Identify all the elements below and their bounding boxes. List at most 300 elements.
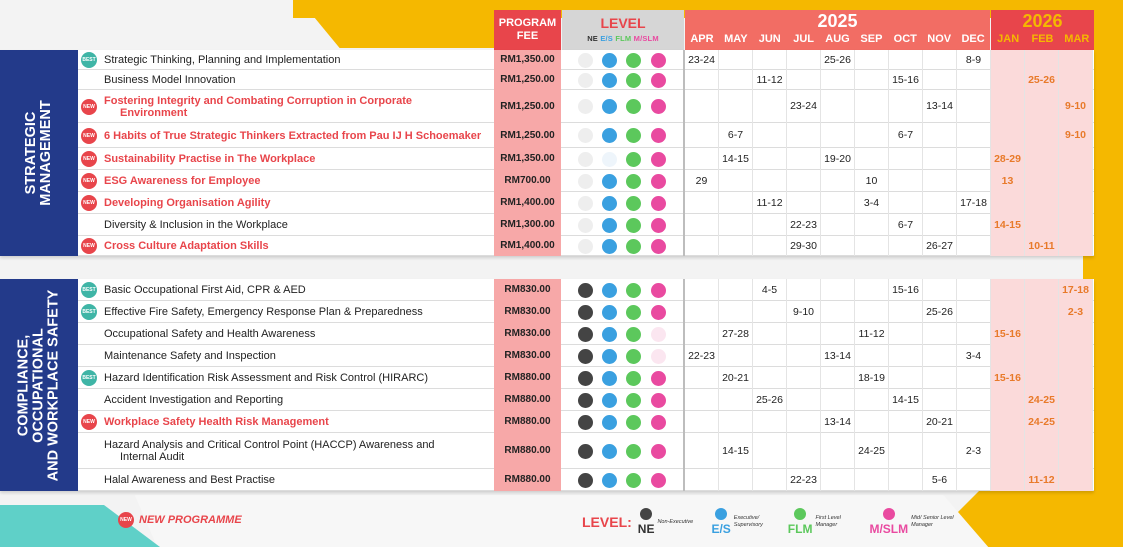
level-dot-mslm	[651, 371, 666, 386]
level-dot-flm	[626, 349, 641, 364]
legend-item-marker	[788, 508, 813, 536]
table-row	[78, 433, 1094, 469]
date-cell	[855, 70, 889, 90]
date-cell: 27-28	[719, 323, 753, 345]
level-header-codes	[562, 34, 684, 43]
date-cell	[719, 236, 753, 256]
date-cell	[753, 323, 787, 345]
program-fee: RM1,250.00	[494, 70, 561, 90]
date-cell	[685, 148, 719, 170]
level-dot-ne	[578, 152, 593, 167]
date-cell	[821, 389, 855, 411]
program-title	[104, 130, 492, 142]
legend-item-marker	[711, 508, 730, 536]
fee-header-line1: PROGRAM	[498, 17, 557, 29]
date-cell	[685, 236, 719, 256]
year-2025-header	[685, 10, 990, 50]
date-cell	[685, 433, 719, 469]
program-title	[104, 306, 492, 318]
date-cell: 29	[685, 170, 719, 192]
date-cell	[719, 50, 753, 70]
level-dot-flm	[626, 239, 641, 254]
date-cell	[889, 367, 923, 389]
level-dot-flm	[626, 305, 641, 320]
date-cell	[1025, 214, 1059, 236]
date-cell: 17-18	[1059, 279, 1093, 301]
date-cell	[821, 214, 855, 236]
date-cell: 3-4	[855, 192, 889, 214]
date-cell	[957, 148, 991, 170]
year-2026-header	[991, 10, 1094, 50]
date-cell	[1025, 279, 1059, 301]
level-dot-flm	[626, 152, 641, 167]
date-cell	[1025, 90, 1059, 123]
month-label: AUG	[825, 33, 850, 45]
date-cell: 13-14	[821, 411, 855, 433]
date-cell: 13-14	[821, 345, 855, 367]
legend-desc: First Level Manager	[815, 515, 841, 528]
date-cell	[753, 214, 787, 236]
date-cell	[1059, 170, 1093, 192]
table-row	[78, 50, 1094, 70]
program-title	[104, 439, 492, 463]
date-cell: 26-27	[923, 236, 957, 256]
date-cell	[889, 192, 923, 214]
level-dot-ne	[578, 283, 593, 298]
level-dot-es	[602, 283, 617, 298]
level-dot-es	[602, 218, 617, 233]
level-dot-mslm	[651, 415, 666, 430]
date-cell	[889, 50, 923, 70]
date-cell	[923, 433, 957, 469]
program-fee: RM1,350.00	[494, 50, 561, 70]
best-seller-badge-icon: BEST	[81, 304, 97, 320]
program-title-text: Developing Organisation Agility	[104, 197, 271, 209]
date-cell	[787, 123, 821, 148]
program-title-text: Effective Fire Safety, Emergency Response Plan & Preparedness	[104, 306, 423, 318]
program-title-text-2: Internal Audit	[120, 451, 185, 463]
new-badge-icon: NEW	[81, 414, 97, 430]
table-row	[78, 170, 1094, 192]
program-title-text: Maintenance Safety and Inspection	[104, 350, 276, 362]
date-cell: 3-4	[957, 345, 991, 367]
date-cell	[1059, 389, 1093, 411]
program-title-text: 6 Habits of True Strategic Thinkers Extracted from Pau IJ H Schoemaker	[104, 129, 482, 142]
level-dot-mslm	[651, 196, 666, 211]
date-cell	[685, 279, 719, 301]
date-cell	[719, 70, 753, 90]
date-cell	[991, 301, 1025, 323]
level-header	[562, 10, 684, 50]
legend-item-ne	[638, 508, 702, 536]
program-title-text: Sustainability Practise in The Workplace	[104, 153, 316, 165]
section-label	[0, 279, 78, 491]
program-fee: RM880.00	[494, 433, 561, 469]
level-dot-flm	[626, 393, 641, 408]
date-cell: 25-26	[821, 50, 855, 70]
program-title	[104, 175, 492, 187]
level-dot-ne	[578, 444, 593, 459]
date-cell	[821, 469, 855, 491]
date-cell: 9-10	[787, 301, 821, 323]
date-cell	[787, 389, 821, 411]
date-cell	[855, 279, 889, 301]
date-cell: 23-24	[787, 90, 821, 123]
date-cell: 15-16	[889, 279, 923, 301]
level-dot-mslm	[651, 327, 666, 342]
date-cell	[1025, 148, 1059, 170]
program-title-text: Hazard Identification Risk Assessment and Risk Control (HIRARC)	[104, 372, 429, 384]
legend-item-flm	[788, 508, 860, 536]
date-cell	[821, 433, 855, 469]
date-cell: 15-16	[991, 367, 1025, 389]
program-title-text: Cross Culture Adaptation Skills	[104, 240, 269, 252]
date-cell	[821, 70, 855, 90]
section-compliance-safety	[0, 279, 1094, 491]
date-cell	[991, 345, 1025, 367]
date-cell	[1025, 345, 1059, 367]
date-cell	[855, 389, 889, 411]
level-dot-flm	[626, 473, 641, 488]
date-cell	[685, 123, 719, 148]
date-cell	[821, 123, 855, 148]
legend-desc: Executive/ Supervisory	[733, 515, 763, 528]
date-cell	[889, 148, 923, 170]
table-row	[78, 123, 1094, 148]
date-cell	[685, 389, 719, 411]
table-row	[78, 90, 1094, 123]
level-dot-mslm	[651, 152, 666, 167]
date-cell	[1059, 236, 1093, 256]
program-fee: RM1,300.00	[494, 214, 561, 236]
program-title	[104, 95, 492, 119]
new-badge-icon: NEW	[81, 128, 97, 144]
new-badge-icon: NEW	[81, 173, 97, 189]
date-cell	[855, 469, 889, 491]
program-title	[104, 284, 492, 296]
program-title-text: Hazard Analysis and Critical Control Point (HACCP) Awareness and	[104, 439, 435, 451]
level-dot-mslm	[651, 349, 666, 364]
date-cell: 20-21	[719, 367, 753, 389]
month-label: JAN	[997, 33, 1020, 45]
date-cell: 2-3	[957, 433, 991, 469]
table-row	[78, 236, 1094, 256]
date-cell	[753, 148, 787, 170]
date-cell	[855, 411, 889, 433]
date-cell	[991, 123, 1025, 148]
level-dot-ne	[578, 196, 593, 211]
program-title	[104, 240, 492, 252]
level-dot-mslm	[651, 128, 666, 143]
month-label: APR	[690, 33, 714, 45]
date-cell: 14-15	[719, 148, 753, 170]
date-cell	[787, 279, 821, 301]
section-strategic-management	[0, 50, 1094, 256]
date-cell	[821, 236, 855, 256]
legend-item-es	[711, 508, 777, 536]
month-label: NOV	[927, 33, 952, 45]
date-cell	[1025, 50, 1059, 70]
level-dot-flm	[626, 53, 641, 68]
date-cell	[685, 192, 719, 214]
date-cell	[821, 170, 855, 192]
table-row	[78, 214, 1094, 236]
date-cell	[855, 236, 889, 256]
date-cell	[753, 170, 787, 192]
program-fee-header	[494, 10, 561, 50]
section-label-line: MANAGEMENT	[38, 100, 54, 206]
level-dot-es	[602, 393, 617, 408]
level-dot-mslm	[651, 305, 666, 320]
legend-dot-mslm	[883, 508, 895, 520]
date-cell	[685, 411, 719, 433]
section-label-line: OCCUPATIONAL	[30, 327, 47, 443]
date-cell: 24-25	[1025, 411, 1059, 433]
level-dot-ne	[578, 174, 593, 189]
level-code-ne: NE	[587, 34, 599, 43]
new-badge-icon: NEW	[81, 99, 97, 115]
program-title	[104, 54, 492, 66]
level-dot-mslm	[651, 393, 666, 408]
date-cell	[923, 70, 957, 90]
level-dot-ne	[578, 327, 593, 342]
legend-dot-ne	[640, 508, 652, 520]
program-title-text: Workplace Safety Health Risk Management	[104, 416, 329, 428]
legend-dot-flm	[794, 508, 806, 520]
date-cell	[1025, 367, 1059, 389]
date-cell	[889, 433, 923, 469]
date-cell: 24-25	[855, 433, 889, 469]
month-label: SEP	[860, 33, 883, 45]
table-row	[78, 345, 1094, 367]
date-cell	[957, 411, 991, 433]
fee-header-line2: FEE	[516, 30, 539, 42]
date-cell	[923, 214, 957, 236]
date-cell	[991, 192, 1025, 214]
date-cell	[855, 50, 889, 70]
date-cell	[889, 170, 923, 192]
date-cell	[821, 323, 855, 345]
legend-desc: Mid/ Senior Level Manager	[911, 515, 954, 528]
date-cell	[923, 367, 957, 389]
level-dot-ne	[578, 218, 593, 233]
date-cell: 13	[991, 170, 1025, 192]
level-dot-ne	[578, 349, 593, 364]
level-dot-es	[602, 196, 617, 211]
date-cell	[821, 90, 855, 123]
program-title	[104, 350, 492, 362]
date-cell	[957, 279, 991, 301]
date-cell	[855, 90, 889, 123]
month-label: MAY	[724, 33, 748, 45]
date-cell	[719, 90, 753, 123]
date-cell	[923, 123, 957, 148]
level-dot-flm	[626, 415, 641, 430]
table-row	[78, 411, 1094, 433]
level-dot-flm	[626, 73, 641, 88]
date-cell	[787, 411, 821, 433]
level-dot-flm	[626, 174, 641, 189]
date-cell	[753, 236, 787, 256]
section-label	[0, 50, 78, 256]
level-legend	[582, 508, 965, 536]
program-title	[104, 416, 492, 428]
program-title-text: Accident Investigation and Reporting	[104, 394, 284, 406]
level-dot-ne	[578, 73, 593, 88]
date-cell	[787, 50, 821, 70]
section-label-text	[17, 289, 62, 481]
date-cell: 28-29	[991, 148, 1025, 170]
date-cell	[1059, 50, 1093, 70]
date-cell: 6-7	[889, 123, 923, 148]
section-label-text	[24, 100, 54, 206]
program-fee: RM830.00	[494, 345, 561, 367]
date-cell	[991, 50, 1025, 70]
level-dot-mslm	[651, 444, 666, 459]
level-dot-ne	[578, 53, 593, 68]
date-cell	[889, 90, 923, 123]
level-dot-mslm	[651, 218, 666, 233]
program-fee: RM830.00	[494, 279, 561, 301]
date-cell	[855, 301, 889, 323]
level-dot-ne	[578, 99, 593, 114]
date-cell: 14-15	[719, 433, 753, 469]
date-cell	[923, 345, 957, 367]
date-cell	[923, 170, 957, 192]
legend-item-mslm	[869, 508, 955, 536]
date-cell	[1059, 192, 1093, 214]
date-cell	[821, 192, 855, 214]
date-cell: 5-6	[923, 469, 957, 491]
date-cell	[889, 301, 923, 323]
date-cell: 23-24	[685, 50, 719, 70]
date-cell	[957, 70, 991, 90]
level-dot-flm	[626, 99, 641, 114]
new-badge-icon: NEW	[81, 151, 97, 167]
legend-item-marker	[869, 508, 908, 536]
date-cell	[957, 367, 991, 389]
date-cell	[685, 214, 719, 236]
date-cell	[1025, 301, 1059, 323]
level-dot-ne	[578, 393, 593, 408]
level-dot-flm	[626, 196, 641, 211]
date-cell	[753, 367, 787, 389]
date-cell	[787, 192, 821, 214]
date-cell: 22-23	[787, 469, 821, 491]
date-cell	[821, 279, 855, 301]
date-cell: 25-26	[923, 301, 957, 323]
legend-dot-es	[715, 508, 727, 520]
month-label: MAR	[1064, 33, 1090, 45]
date-cell	[991, 236, 1025, 256]
program-title	[104, 372, 492, 384]
date-cell	[1059, 70, 1093, 90]
date-cell	[957, 236, 991, 256]
level-dot-es	[602, 152, 617, 167]
date-cell	[923, 323, 957, 345]
date-cell	[991, 70, 1025, 90]
new-programme-legend	[118, 512, 242, 528]
program-fee: RM880.00	[494, 367, 561, 389]
date-cell	[719, 192, 753, 214]
date-cell	[991, 469, 1025, 491]
date-cell	[685, 70, 719, 90]
date-cell	[787, 148, 821, 170]
date-cell	[753, 123, 787, 148]
date-cell	[821, 301, 855, 323]
level-dot-flm	[626, 371, 641, 386]
date-cell	[1025, 323, 1059, 345]
legend-code: M/SLM	[869, 522, 909, 536]
level-dot-flm	[626, 283, 641, 298]
month-label: OCT	[893, 33, 917, 45]
date-cell	[1025, 170, 1059, 192]
date-cell: 4-5	[753, 279, 787, 301]
date-cell: 11-12	[753, 192, 787, 214]
date-cell	[889, 345, 923, 367]
legend-code: FLM	[787, 522, 813, 536]
date-cell: 11-12	[855, 323, 889, 345]
date-cell	[1059, 433, 1093, 469]
level-dot-es	[602, 444, 617, 459]
new-programme-label: NEW PROGRAMME	[139, 514, 242, 526]
month-label: JUN	[758, 33, 781, 45]
program-fee: RM1,400.00	[494, 236, 561, 256]
level-code-mslm: M/SLM	[633, 34, 659, 43]
level-dot-mslm	[651, 239, 666, 254]
date-cell: 8-9	[957, 50, 991, 70]
date-cell: 13-14	[923, 90, 957, 123]
month-label: DEC	[961, 33, 985, 45]
date-cell	[1025, 192, 1059, 214]
date-cell	[923, 192, 957, 214]
date-cell: 11-12	[1025, 469, 1059, 491]
table-row	[78, 301, 1094, 323]
date-cell	[889, 469, 923, 491]
program-title-text: Strategic Thinking, Planning and Implementation	[104, 54, 341, 66]
program-title	[104, 197, 492, 209]
date-cell	[1059, 411, 1093, 433]
table-row	[78, 192, 1094, 214]
date-cell	[685, 323, 719, 345]
program-title	[104, 328, 492, 340]
section-label-line: AND WORKPLACE SAFETY	[45, 289, 62, 481]
level-dot-ne	[578, 239, 593, 254]
date-cell	[855, 345, 889, 367]
level-dot-ne	[578, 128, 593, 143]
date-cell	[957, 90, 991, 123]
table-row	[78, 279, 1094, 301]
date-cell: 9-10	[1059, 123, 1093, 148]
date-cell	[1059, 367, 1093, 389]
date-cell	[855, 214, 889, 236]
date-cell	[1059, 148, 1093, 170]
program-title-text-2: Environment	[120, 106, 188, 119]
program-fee: RM880.00	[494, 469, 561, 491]
program-title	[104, 74, 492, 86]
program-fee: RM1,400.00	[494, 192, 561, 214]
program-fee: RM1,250.00	[494, 123, 561, 148]
date-cell: 15-16	[889, 70, 923, 90]
date-cell: 19-20	[821, 148, 855, 170]
date-cell	[719, 170, 753, 192]
date-cell: 6-7	[719, 123, 753, 148]
date-cell	[685, 367, 719, 389]
date-cell	[855, 123, 889, 148]
level-dot-es	[602, 128, 617, 143]
level-dot-mslm	[651, 99, 666, 114]
date-cell	[719, 301, 753, 323]
